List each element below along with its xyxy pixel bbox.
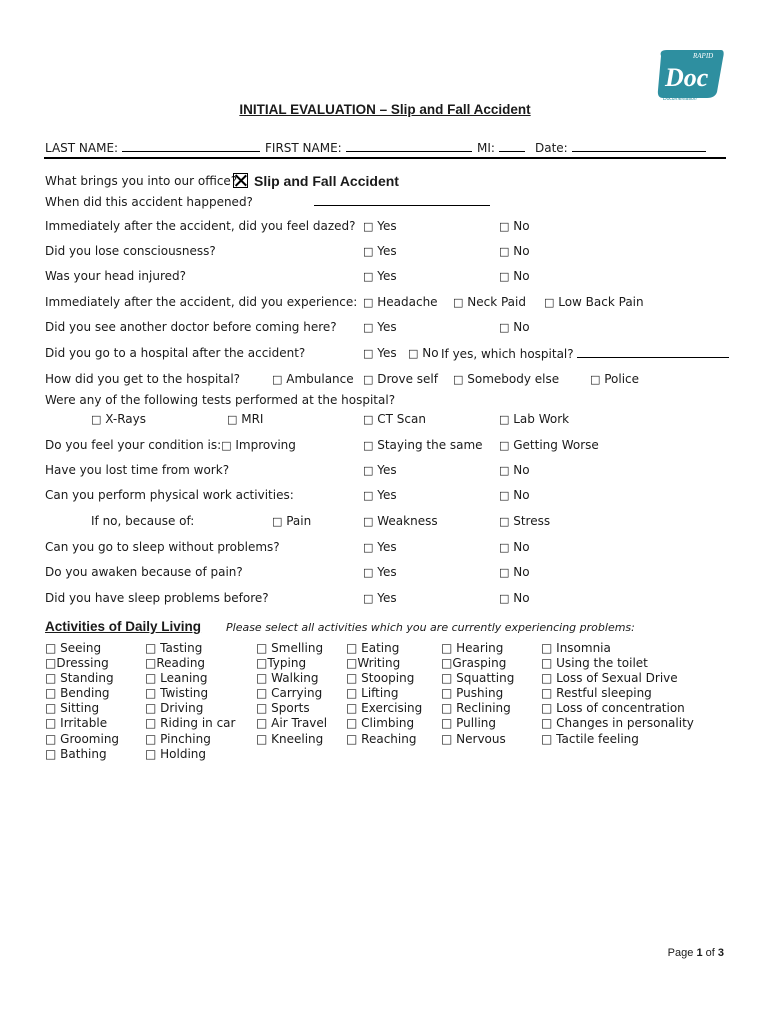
option-no[interactable]: □ No <box>408 346 439 360</box>
option-police[interactable]: □ Police <box>590 372 640 386</box>
checkbox-icon[interactable]: □ <box>363 413 374 426</box>
adl-column-5 <box>441 641 514 747</box>
adl-heading: Activities of Daily Living <box>45 619 202 634</box>
checkbox-icon[interactable]: □ <box>363 347 374 360</box>
option-somebody-else[interactable]: □ Somebody else <box>453 372 560 386</box>
checkbox-icon[interactable]: □ <box>499 566 510 579</box>
adl-column-4 <box>346 641 422 747</box>
adl-item[interactable]: □ Climbing <box>346 716 415 731</box>
first-name-label: FIRST NAME: <box>265 141 342 155</box>
adl-column-1 <box>45 641 119 762</box>
adl-item[interactable]: □ Pinching <box>145 731 211 746</box>
option-no[interactable]: □ No <box>499 565 530 579</box>
adl-item[interactable]: □ Walking <box>256 671 319 686</box>
option-no[interactable]: □ No <box>499 320 530 334</box>
option-yes[interactable]: □ Yes <box>363 463 397 477</box>
question-if-no: If no, because of: <box>91 514 195 528</box>
mi-blank[interactable] <box>499 140 525 152</box>
header-divider <box>44 157 726 159</box>
question-physical-work: Can you perform physical work activities: <box>45 488 294 502</box>
adl-item[interactable]: □ Holding <box>145 746 207 761</box>
rapid-doc-logo <box>655 48 725 102</box>
checkbox-icon[interactable]: □ <box>590 373 601 386</box>
adl-item[interactable]: □ Bending <box>45 686 110 701</box>
logo-top-text: RAPID <box>693 52 714 60</box>
question-hospital: Did you go to a hospital after the accident? <box>45 346 306 360</box>
adl-item[interactable]: □ Sitting <box>45 701 100 716</box>
page-total: 3 <box>717 947 724 959</box>
question-lost-time: Have you lost time from work? <box>45 463 230 477</box>
option-no[interactable]: □ No <box>499 463 530 477</box>
page-number <box>668 947 724 959</box>
option-getting-worse[interactable]: □ Getting Worse <box>499 438 599 452</box>
checkbox-icon[interactable]: □ <box>363 592 374 605</box>
checkbox-icon[interactable]: □ <box>499 489 510 502</box>
adl-item[interactable]: □ Changes in personality <box>541 716 694 731</box>
date-blank[interactable] <box>572 140 706 152</box>
checkbox-icon[interactable]: □ <box>408 347 419 360</box>
question-other-doctor: Did you see another doctor before coming here? <box>45 320 337 334</box>
adl-item[interactable]: □ Driving <box>145 701 204 716</box>
adl-item[interactable]: □ Exercising <box>346 701 423 716</box>
option-low-back-pain[interactable]: □ Low Back Pain <box>544 295 644 309</box>
checkbox-icon[interactable]: □ <box>499 321 510 334</box>
last-name-field[interactable] <box>45 140 260 155</box>
option-improving[interactable]: Improving <box>235 438 296 452</box>
option-no[interactable]: □ No <box>499 219 530 233</box>
page-current: 1 <box>696 947 703 959</box>
question-consciousness: Did you lose consciousness? <box>45 244 216 258</box>
option-headache[interactable]: □ Headache <box>363 295 438 309</box>
checkbox-icon[interactable]: □ <box>499 464 510 477</box>
question-accident-date <box>45 195 253 209</box>
checkbox-icon[interactable]: □ <box>363 489 374 502</box>
mi-label: MI: <box>477 141 495 155</box>
checkbox-icon[interactable]: □ <box>544 296 555 309</box>
checkbox-icon[interactable]: □ <box>227 413 238 426</box>
checkbox-icon[interactable]: □ <box>363 439 374 452</box>
checkbox-icon[interactable]: □ <box>272 373 283 386</box>
adl-item[interactable]: □ Stooping <box>346 671 415 686</box>
option-yes[interactable]: □ Yes <box>363 219 397 233</box>
page-word: Page <box>667 947 694 959</box>
adl-item[interactable]: □Reading <box>145 656 206 671</box>
question-experience: Immediately after the accident, did you experience: <box>45 295 358 309</box>
option-mri[interactable]: □ MRI <box>227 412 264 426</box>
checkbox-icon[interactable]: □ <box>453 373 464 386</box>
checkbox-icon[interactable]: □ <box>499 413 510 426</box>
adl-item[interactable]: □ Air Travel <box>256 716 328 731</box>
adl-item[interactable]: □ Grooming <box>45 731 120 746</box>
adl-item[interactable]: □ Standing <box>45 671 114 686</box>
of-word: of <box>705 947 715 959</box>
adl-item[interactable]: □Writing <box>346 656 401 671</box>
checkbox-icon[interactable]: □ <box>363 373 374 386</box>
adl-item[interactable]: □ Riding in car <box>145 716 236 731</box>
first-name-field[interactable] <box>265 140 472 155</box>
adl-item[interactable]: □ Smelling <box>256 641 324 655</box>
option-yes[interactable]: □ Yes <box>363 346 397 360</box>
adl-item[interactable]: □ Kneeling <box>256 731 324 746</box>
checkbox-icon[interactable]: □ <box>91 413 102 426</box>
option-ct-scan[interactable]: □ CT Scan <box>363 412 426 426</box>
option-no[interactable]: □ No <box>499 540 530 554</box>
logo-main-text: Doc <box>665 63 709 92</box>
option-ambulance[interactable]: □ Ambulance <box>272 372 354 386</box>
option-no[interactable]: □ No <box>499 269 530 283</box>
checkbox-icon[interactable]: □ <box>363 220 374 233</box>
adl-item[interactable]: □Typing <box>256 656 307 671</box>
checkbox-icon[interactable]: □ <box>499 220 510 233</box>
accident-date-blank[interactable] <box>314 205 490 206</box>
adl-item[interactable]: □ Seeing <box>45 641 102 655</box>
adl-item[interactable]: □ Restful sleeping <box>541 686 652 701</box>
first-name-blank[interactable] <box>346 140 472 152</box>
adl-item[interactable]: □ Sports <box>256 701 310 716</box>
checkbox-icon[interactable]: □ <box>363 541 374 554</box>
checkbox-icon[interactable]: □ <box>363 515 374 528</box>
question-tests: Were any of the following tests performed at the hospital? <box>45 393 396 407</box>
adl-item[interactable]: □ Using the toilet <box>541 656 648 671</box>
option-yes[interactable]: □ Yes <box>363 540 397 554</box>
reason-label: What brings you into our office? <box>45 174 238 188</box>
checkbox-icon[interactable]: □ <box>499 270 510 283</box>
adl-item[interactable]: □ Tasting <box>145 641 203 655</box>
adl-item[interactable]: □ Tactile feeling <box>541 731 639 746</box>
adl-item[interactable]: □ Eating <box>346 641 400 655</box>
logo-sub-text: Documentation <box>663 96 697 102</box>
question-transport: How did you get to the hospital? <box>45 372 241 386</box>
adl-item[interactable]: □ Squatting <box>441 671 515 686</box>
accident-date-label: When did this accident happened? <box>45 195 253 209</box>
adl-item[interactable]: □Grasping <box>441 656 507 671</box>
question-sleep-before: Did you have sleep problems before? <box>45 591 269 605</box>
adl-item[interactable]: □ Reclining <box>441 701 511 716</box>
adl-item[interactable]: □ Pulling <box>441 716 497 731</box>
checkbox-icon[interactable]: □ <box>363 270 374 283</box>
adl-item[interactable]: □Dressing <box>45 656 109 671</box>
adl-instructions: Please select all activities which you are currently experiencing problems: <box>226 621 635 634</box>
adl-item[interactable]: □ Carrying <box>256 686 323 701</box>
option-weakness[interactable]: □ Weakness <box>363 514 438 528</box>
checkbox-icon[interactable]: □ <box>363 566 374 579</box>
option-yes[interactable]: □ Yes <box>363 244 397 258</box>
question-head-injured: Was your head injured? <box>45 269 187 283</box>
adl-column-2 <box>145 641 235 762</box>
question-sleep: Can you go to sleep without problems? <box>45 540 280 554</box>
adl-item[interactable]: □ Loss of Sexual Drive <box>541 671 678 686</box>
option-no[interactable]: □ No <box>499 244 530 258</box>
adl-item[interactable]: □ Leaning <box>145 671 208 686</box>
reason-answer[interactable] <box>233 171 399 189</box>
question-reason-for-visit <box>45 174 237 188</box>
checkbox-icon[interactable]: □ <box>363 464 374 477</box>
option-yes[interactable]: □ Yes <box>363 488 397 502</box>
option-no[interactable]: □ No <box>499 488 530 502</box>
option-yes[interactable]: □ Yes <box>363 320 397 334</box>
option-no[interactable]: □ No <box>499 591 530 605</box>
checkbox-icon[interactable]: □ <box>499 592 510 605</box>
option-drove-self[interactable]: □ Drove self <box>363 372 438 386</box>
last-name-blank[interactable] <box>122 140 260 152</box>
adl-item[interactable]: □ Lifting <box>346 686 399 701</box>
adl-item[interactable]: □ Reaching <box>346 731 417 746</box>
option-pain[interactable]: □ Pain <box>272 514 312 528</box>
adl-column-3 <box>256 641 327 747</box>
hospital-name-blank[interactable] <box>577 346 729 358</box>
last-name-label: LAST NAME: <box>45 141 119 155</box>
hospital-name-label: If yes, which hospital? <box>441 347 574 361</box>
mi-field[interactable] <box>477 140 525 155</box>
option-lab-work[interactable]: □ Lab Work <box>499 412 570 426</box>
question-condition: Do you feel your condition is:□ Improving <box>45 438 296 452</box>
checkbox-icon[interactable]: □ <box>363 296 374 309</box>
adl-item[interactable]: □ Nervous <box>441 731 506 746</box>
adl-item[interactable]: □ Bathing <box>45 746 107 761</box>
adl-column-6 <box>541 641 694 747</box>
checkbox-icon[interactable]: □ <box>453 296 464 309</box>
date-field[interactable] <box>535 140 706 155</box>
checkbox-icon[interactable]: □ <box>221 439 232 452</box>
adl-item[interactable]: □ Pushing <box>441 686 504 701</box>
checkbox-icon[interactable]: □ <box>272 515 283 528</box>
checked-box-icon[interactable] <box>233 173 248 188</box>
checkbox-icon[interactable]: □ <box>499 439 510 452</box>
adl-item[interactable]: □ Insomnia <box>541 641 611 655</box>
form-title: INITIAL EVALUATION – Slip and Fall Accident <box>239 102 531 117</box>
option-yes[interactable]: □ Yes <box>363 269 397 283</box>
checkbox-icon[interactable]: □ <box>363 321 374 334</box>
option-neck-paid[interactable]: □ Neck Paid <box>453 295 526 309</box>
question-dazed: Immediately after the accident, did you feel dazed? <box>45 219 356 233</box>
date-label: Date: <box>535 141 568 155</box>
checkbox-icon[interactable]: □ <box>499 245 510 258</box>
option-yes[interactable]: □ Yes <box>363 591 397 605</box>
adl-item[interactable]: □ Loss of concentration <box>541 701 685 716</box>
option-x-rays[interactable]: □ X-Rays <box>91 412 146 426</box>
question-awaken: Do you awaken because of pain? <box>45 565 243 579</box>
option-stress[interactable]: □ Stress <box>499 514 551 528</box>
checkbox-icon[interactable]: □ <box>363 245 374 258</box>
adl-item[interactable]: □ Twisting <box>145 686 209 701</box>
checkbox-icon[interactable]: □ <box>499 541 510 554</box>
option-yes[interactable]: □ Yes <box>363 565 397 579</box>
adl-item[interactable]: □ Irritable <box>45 716 108 731</box>
hospital-name-field[interactable] <box>441 346 729 361</box>
reason-answer-text: Slip and Fall Accident <box>254 173 399 189</box>
adl-item[interactable]: □ Hearing <box>441 641 504 655</box>
checkbox-icon[interactable]: □ <box>499 515 510 528</box>
option-staying-same[interactable]: □ Staying the same <box>363 438 483 452</box>
